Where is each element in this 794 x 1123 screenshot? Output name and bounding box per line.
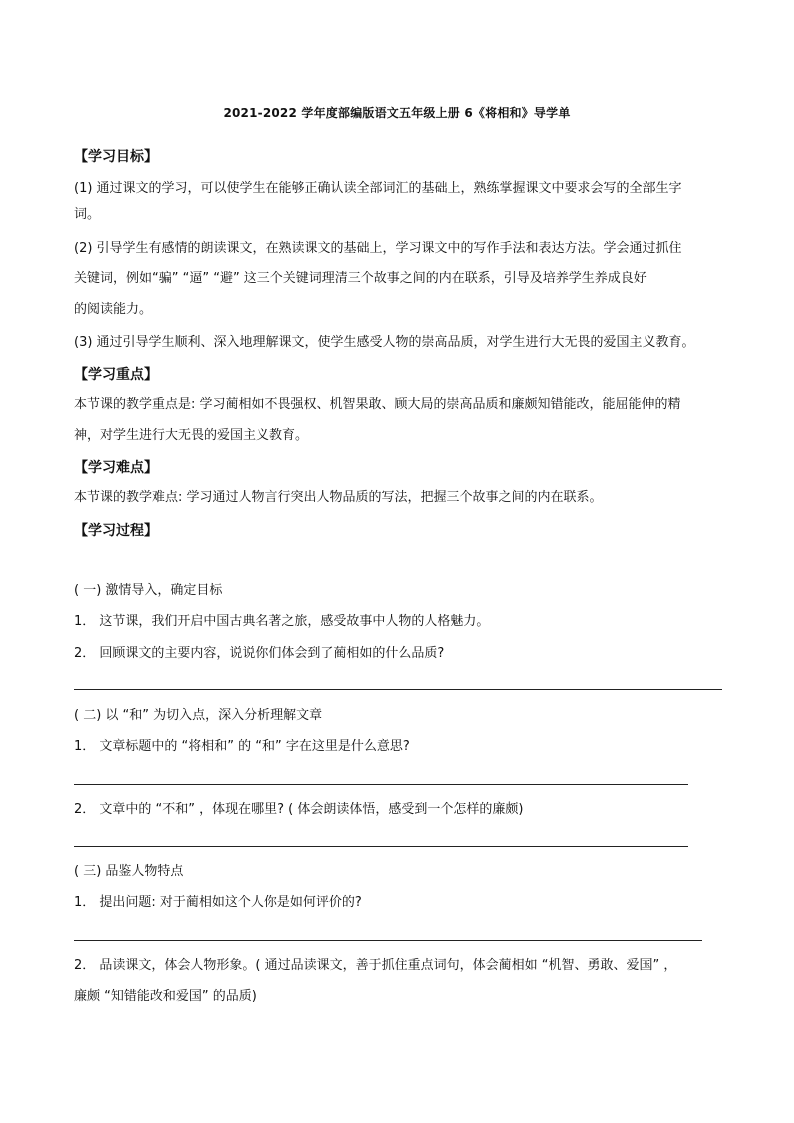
key-points-line: 本节课的教学重点是: 学习蔺相如不畏强权、机智果敢、顾大局的崇高品质和廉颇知错能改，能屈能伸的精	[74, 397, 681, 412]
process-section-title: ( 三) 品鉴人物特点	[74, 864, 184, 879]
question-item-continued: 廉颇 “知错能改和爱国” 的品质)	[74, 989, 257, 1004]
difficulties-text: 本节课的教学难点: 学习通过人物言行突出人物品质的写法，把握三个故事之间的内在联系。	[74, 490, 603, 505]
answer-line[interactable]	[74, 846, 688, 847]
page-title: 2021-2022 学年度部编版语文五年级上册 6《将相和》导学单	[223, 106, 571, 120]
question-item: 1． 提出问题: 对于蔺相如这个人你是如何评价的?	[74, 895, 362, 910]
question-item: 1． 这节课，我们开启中国古典名著之旅，感受故事中人物的人格魅力。	[74, 614, 490, 629]
objective-line: 关键词，例如“骗” “逼” “避” 这三个关键词理清三个故事之间的内在联系，引导及培养学生养成良好	[74, 271, 647, 286]
question-item: 1． 文章标题中的 “将相和” 的 “和” 字在这里是什么意思?	[74, 739, 410, 754]
answer-line[interactable]	[74, 689, 722, 690]
question-item: 2． 文章中的 “不和” ，体现在哪里? ( 体会朗读体悟，感受到一个怎样的廉颇)	[74, 802, 524, 817]
objective-line: (3) 通过引导学生顺利、深入地理解课文，使学生感受人物的崇高品质，对学生进行大无畏的爱国主义教育。	[74, 335, 695, 350]
objectives-heading: 【学习目标】	[74, 149, 158, 165]
difficulties-heading: 【学习难点】	[74, 460, 158, 476]
process-section-title: ( 一) 激情导入，确定目标	[74, 583, 223, 598]
question-item: 2． 回顾课文的主要内容，说说你们体会到了蔺相如的什么品质?	[74, 646, 445, 661]
answer-line[interactable]	[74, 784, 688, 785]
objective-line: 的阅读能力。	[74, 302, 153, 317]
process-heading: 【学习过程】	[74, 523, 158, 539]
key-points-heading: 【学习重点】	[74, 367, 158, 383]
objective-line: (1) 通过课文的学习，可以使学生在能够正确认读全部词汇的基础上，熟练掌握课文中要求会写的全部生字	[74, 181, 682, 196]
answer-line[interactable]	[74, 940, 702, 941]
question-item: 2． 品读课文，体会人物形象。( 通过品读课文，善于抓住重点词句，体会蔺相如 “机智、勇敢、爱国” ，	[74, 958, 677, 973]
process-section-title: ( 二) 以 “和” 为切入点，深入分析理解文章	[74, 708, 323, 723]
objective-line: 词。	[74, 207, 101, 222]
objective-line: (2) 引导学生有感情的朗读课文，在熟读课文的基础上，学习课文中的写作手法和表达方法。学会通过抓住	[74, 241, 682, 256]
key-points-line: 神，对学生进行大无畏的爱国主义教育。	[74, 428, 309, 443]
